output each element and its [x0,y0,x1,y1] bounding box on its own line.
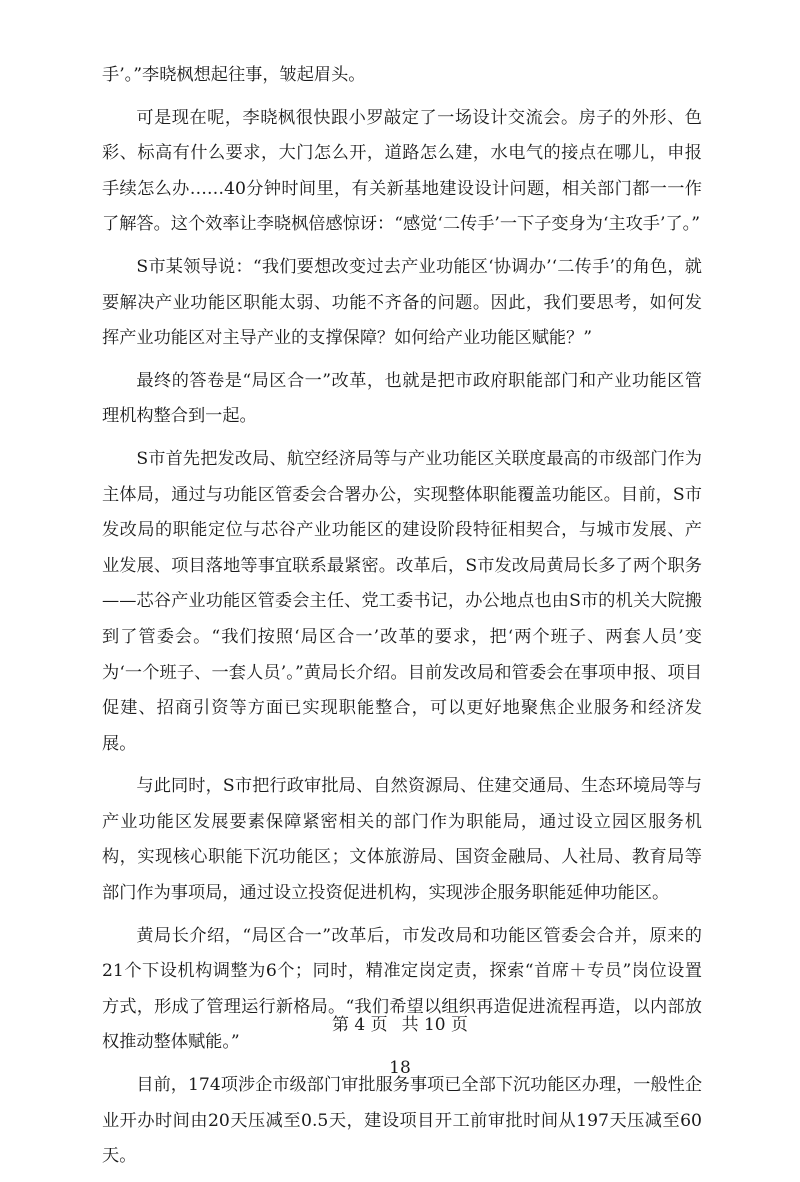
paragraph-continuation: 手’。”李晓枫想起往事，皱起眉头。 [102,65,366,85]
paragraph-main-bureau: S市首先把发改局、航空经济局等与产业功能区关联度最高的市级部门作为主体局，通过与功能区管委会合署办公，实现整体职能覆盖功能区。目前，S市发改局的职能定位与芯谷产业功能区的建设阶段特征相契合，与城市发展、产业发展、项目落地等事宜联系最紧密。改革后，S市发改局黄局长多了两个职务——芯谷产业功能区管委会主任、党工委书记，办公地点也由S市的机关大院搬到了管委会。“我们按照‘局区合一’改革的要求，把‘两个班子、两套人员’变为‘一个班子、一套人员’。”黄局长介绍。目前发改局和管委会在事项申报、项目促建、招商引资等方面已实现职能整合，可以更好地聚焦企业服务和经济发展。 [102,448,702,754]
current-page-label: 第 4 页 [331,1015,388,1035]
paragraph-results: 目前，174项涉企市级部门审批服务事项已全部下沉功能区办理，一般性企业开办时间由20天压减至0.5天，建设项目开工前审批时间从197天压减至60天。 [102,1075,703,1167]
paragraph-reform-answer: 最终的答卷是“局区合一”改革，也就是把市政府职能部门和产业功能区管理机构整合到一起。 [102,370,702,427]
paragraph-design-meeting: 可是现在呢，李晓枫很快跟小罗敲定了一场设计交流会。房子的外形、色彩、标高有什么要求，大门怎么开，道路怎么建，水电气的接点在哪儿，申报手续怎么办……40分钟时间里，有关新基地建设设计问题，相关部门都一一作了解答。这个效率让李晓枫倍感惊讶：“感觉‘二传手’一下子变身为‘主攻手’了。” [102,107,702,235]
page-indicator [0,1013,800,1037]
paragraph-leader-quote: S市某领导说：“我们要想改变过去产业功能区‘协调办’‘二传手’的角色，就要解决产业功能区职能太弱、功能不齐备的问题。因此，我们要思考，如何发挥产业功能区对主导产业的支撑保障？如何给产业功能区赋能？” [102,256,702,349]
page-number: 18 [389,1058,411,1078]
paragraph-functional-bureau: 与此同时，S市把行政审批局、自然资源局、住建交通局、生态环境局等与产业功能区发展要素保障紧密相关的部门作为职能局，通过设立园区服务机构，实现核心职能下沉功能区；文体旅游局、国资金融局、人社局、教育局等部门作为事项局，通过设立投资促进机构，实现涉企服务职能延伸功能区。 [102,776,702,904]
total-pages-label: 共 10 页 [401,1015,469,1035]
paragraph-restructuring: 黄局长介绍，“局区合一”改革后，市发改局和功能区管委会合并，原来的21个下设机构调整为6个；同时，精准定岗定责，探索“首席＋专员”岗位设置方式，形成了管理运行新格局。“我们希望以组织再造促进流程再造，以内部放权推动整体赋能。” [102,925,702,1053]
